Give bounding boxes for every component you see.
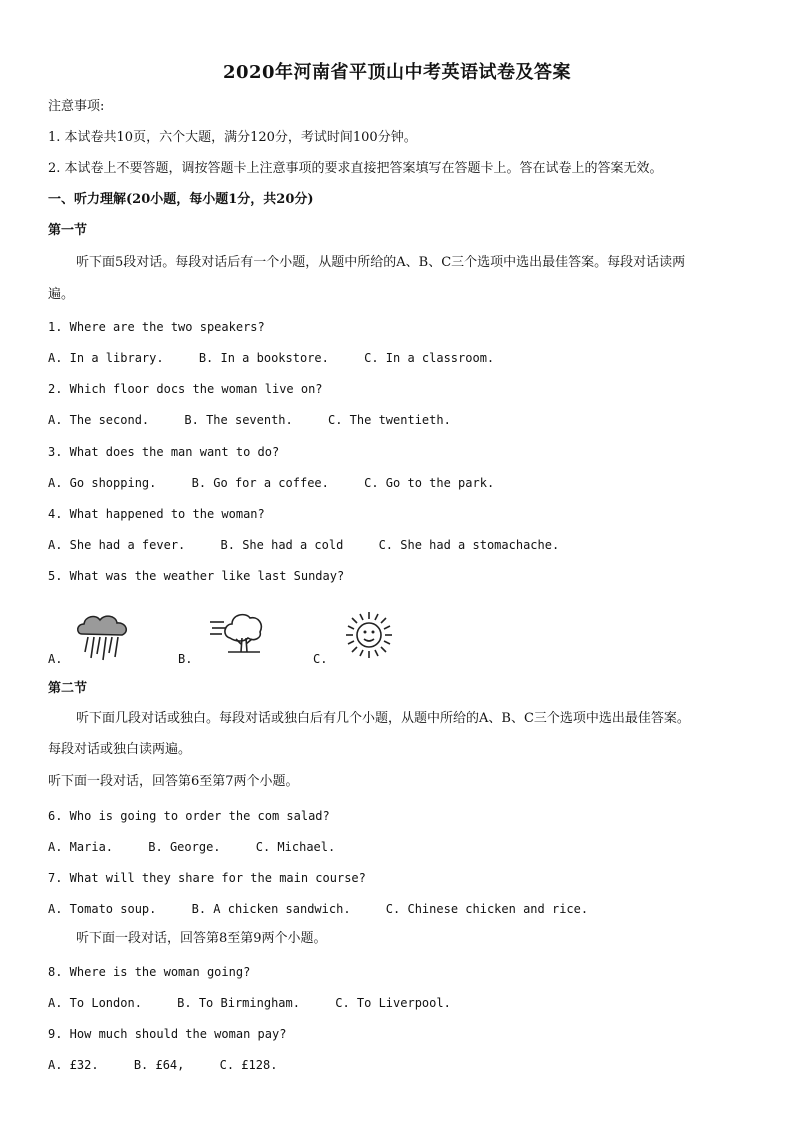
rain-cloud-icon — [74, 612, 132, 664]
option-b: B. George. — [148, 840, 221, 854]
group1-intro: 听下面一段对话，回答第6至第7两个小题。 — [48, 774, 299, 789]
question-6: 6. Who is going to order the com salad? — [48, 809, 330, 823]
question-3-options — [48, 474, 522, 492]
option-b: B. £64, — [133, 1058, 185, 1072]
option-c: C. — [313, 652, 328, 666]
option-b: B. She had a cold — [220, 538, 344, 552]
question-1: 1. Where are the two speakers? — [48, 320, 265, 334]
option-c: C. She had a stomachache. — [378, 538, 560, 552]
section1-instruction: 听下面5段对话。每段对话后有一个小题，从题中所给的A、B、C三个选项中选出最佳答案。每段对话读两 — [76, 255, 686, 270]
note-1: 1. 本试卷共10页，六个大题，满分120分，考试时间100分钟。 — [48, 130, 417, 145]
question-9-options — [48, 1056, 305, 1074]
option-a: A. To London. — [48, 996, 142, 1010]
question-7-options — [48, 900, 616, 918]
question-7: 7. What will they share for the main course? — [48, 871, 366, 885]
sun-icon — [344, 610, 394, 660]
question-4: 4. What happened to the woman? — [48, 507, 265, 521]
option-a: A. She had a fever. — [48, 538, 186, 552]
option-a: A. Tomato soup. — [48, 902, 157, 916]
question-6-options — [48, 838, 363, 856]
section2-heading: 第二节 — [48, 681, 88, 696]
option-b: B. — [178, 652, 193, 666]
question-2-options — [48, 411, 479, 429]
option-b: B. The seventh. — [184, 413, 293, 427]
option-b: B. To Birmingham. — [177, 996, 300, 1010]
question-5: 5. What was the weather like last Sunday? — [48, 569, 345, 583]
option-a: A. Go shopping. — [48, 476, 157, 490]
option-b: B. Go for a coffee. — [191, 476, 329, 490]
option-b: B. In a bookstore. — [198, 351, 329, 365]
option-a: A. In a library. — [48, 351, 164, 365]
question-8-options — [48, 994, 479, 1012]
question-2: 2. Which floor docs the woman live on? — [48, 382, 323, 396]
option-c: C. £128. — [219, 1058, 278, 1072]
group2-intro: 听下面一段对话，回答第8至第9两个小题。 — [76, 931, 327, 946]
question-1-options — [48, 349, 522, 367]
option-c: C. Michael. — [255, 840, 336, 854]
option-a: A. £32. — [48, 1058, 99, 1072]
wind-tree-icon — [208, 608, 268, 656]
section1-instruction-cont: 遍。 — [48, 287, 75, 302]
question-3: 3. What does the man want to do? — [48, 445, 280, 459]
question-8: 8. Where is the woman going? — [48, 965, 251, 979]
section2-instruction: 听下面几段对话或独白。每段对话或独白后有几个小题，从题中所给的A、B、C三个选项中选出最佳答案。 — [76, 711, 690, 726]
option-a: A. The second. — [48, 413, 150, 427]
section2-instruction-cont: 每段对话或独白读两遍。 — [48, 742, 192, 757]
option-a: A. Maria. — [48, 840, 114, 854]
note-2: 2. 本试卷上不要答题，调按答题卡上注意事项的要求直接把答案填写在答题卡上。答在试卷上的答案无效。 — [48, 161, 663, 176]
option-c: C. Chinese chicken and rice. — [385, 902, 589, 916]
option-a: A. — [48, 652, 63, 666]
section1-heading: 第一节 — [48, 223, 88, 238]
option-b: B. A chicken sandwich. — [191, 902, 351, 916]
notes-heading: 注意事项: — [48, 99, 105, 114]
option-c: C. Go to the park. — [364, 476, 495, 490]
option-c: C. To Liverpool. — [335, 996, 451, 1010]
question-9: 9. How much should the woman pay? — [48, 1027, 287, 1041]
part1-heading: 一、听力理解(20小题，每小题1分，共20分) — [48, 192, 314, 207]
page-title: 2020年河南省平顶山中考英语试卷及答案 — [222, 62, 572, 83]
option-c: C. The twentieth. — [328, 413, 451, 427]
question-4-options — [48, 536, 587, 554]
option-c: C. In a classroom. — [364, 351, 495, 365]
